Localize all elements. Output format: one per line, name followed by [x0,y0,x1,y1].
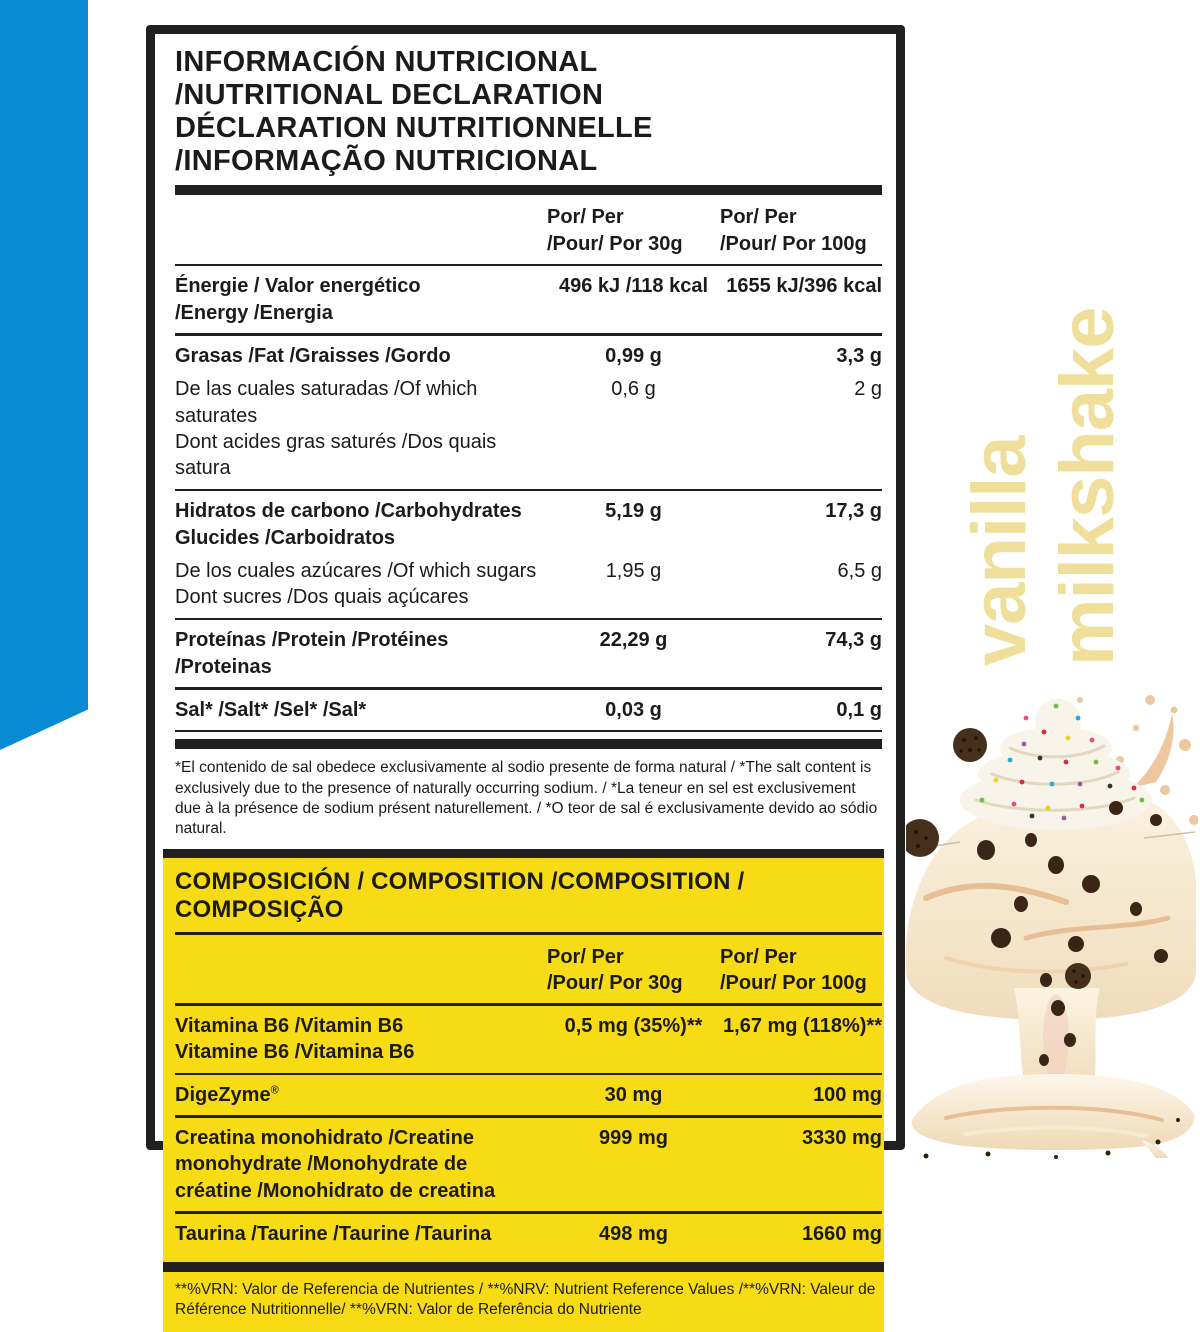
registered-trademark-mark: ® [270,1084,279,1097]
nutrition-row-sugars: De los cuales azúcares /Of which sugars Dont sucres /Dos quais açúcares 1,95 g 6,5 g [175,559,882,609]
milkshake-splash-illustration [906,688,1198,1162]
value-creatine-30g: 999 mg [599,1126,668,1149]
salt-footnote: *El contenido de sal obedece exclusivamente al sodio presente de forma natural / *The salt content is exclusively due to the presence of naturally occurring sodium. / *La teneur en sel est exclusivement due à la présence de sodium présent naturellement. / *O teor de sal é exclusivamente devido ao sódio natural. [175,759,878,837]
value-energy-30g: 496 kJ /118 kcal [558,275,709,298]
divider-thick [175,739,882,749]
value-taurine-100g: 1660 mg [801,1222,882,1245]
nutrition-row-protein: Proteínas /Protein /Protéines /Proteinas 22,29 g 74,3 g [175,629,882,678]
value-carbs-100g: 17,3 g [825,500,882,523]
composition-row-digezyme: DigeZyme® 30 mg 100 mg [175,1075,882,1115]
composition-column-headers [175,935,882,1004]
value-sugars-30g: 1,95 g [605,559,662,582]
divider-thick [163,1262,884,1272]
column-header-30g: Por/ Per /Pour/ Por 30g [547,945,683,994]
nutrition-row-energy: Énergie / Valor energético /Energy /Energia 496 kJ /118 kcal 1655 kJ/396 kcal [175,275,882,324]
composition-row-vitamin-b6: Vitamina B6 /Vitamin B6 Vitamine B6 /Vitamina B6 0,5 mg (35%)** 1,67 mg (118%)** [175,1014,882,1064]
value-digezyme-30g: 30 mg [604,1084,663,1107]
nutrition-title-line: INFORMACIÓN NUTRICIONAL [175,46,598,78]
composition-title: COMPOSICIÓN / COMPOSITION /COMPOSITION / COMPOSIÇÃO [175,868,745,923]
nrv-footnote: **%VRN: Valor de Referencia de Nutrientes / **%NRV: Nutrient Reference Values /**%VRN: Valeur de Référence Nutritionnelle/ **%VRN: Valor de Referência do Nutriente [175,1281,876,1319]
nutrition-label-box [146,25,905,1319]
column-header-100g: Por/ Per /Pour/ Por 100g [720,945,867,994]
value-fat-30g: 0,99 g [605,344,662,367]
nutrition-row-salt: Sal* /Salt* /Sel* /Sal* 0,03 g 0,1 g [175,690,882,730]
value-salt-100g: 0,1 g [836,698,882,721]
nutrition-row-fat: Grasas /Fat /Graisses /Gordo 0,99 g 3,3 g [175,336,882,376]
flavour-vertical-text [956,307,1132,666]
divider-thin [175,730,882,733]
composition-panel [163,849,884,1332]
value-sugars-100g: 6,5 g [837,559,882,582]
nutrition-row-carbs: Hidratos de carbono /Carbohydrates Glucides /Carboidratos 5,19 g 17,3 g [175,500,882,549]
nutrition-title [175,46,882,178]
value-taurine-30g: 498 mg [599,1222,668,1245]
blue-ribbon-decoration [0,0,88,750]
composition-row-creatine: Creatina monohidrato /Creatine monohydrate /Monohydrate de créatine /Monohidrato de creatina 999 mg 3330 mg [175,1126,882,1202]
value-vitb6-100g: 1,67 mg (118%)** [723,1014,882,1037]
value-fat-100g: 3,3 g [836,344,882,367]
value-protein-100g: 74,3 g [825,629,882,652]
flavour-line-milkshake: milkshake [1045,307,1130,666]
divider-thick [175,185,882,195]
composition-row-taurine: Taurina /Taurine /Taurine /Taurina 498 mg 1660 mg [175,1214,882,1254]
value-protein-30g: 22,29 g [599,629,668,652]
value-saturates-100g: 2 g [854,378,882,401]
column-header-100g: Por/ Per /Pour/ Por 100g [720,206,867,255]
value-salt-30g: 0,03 g [605,698,662,721]
flavour-line-vanilla: vanilla [957,436,1042,666]
nutrition-title-line: /NUTRITIONAL DECLARATION [175,79,604,112]
nutrition-column-headers [175,195,882,264]
value-digezyme-100g: 100 mg [813,1084,882,1107]
value-saturates-30g: 0,6 g [611,378,656,401]
nutrition-title-line: DÉCLARATION NUTRITIONNELLE [175,112,653,145]
column-header-30g: Por/ Per /Pour/ Por 30g [547,206,683,255]
value-energy-100g: 1655 kJ/396 kcal [726,275,882,298]
nutrition-title-line: /INFORMAÇÃO NUTRICIONAL [175,145,598,178]
value-creatine-100g: 3330 mg [801,1126,882,1149]
nutrition-row-saturates: De las cuales saturadas /Of which saturates Dont acides gras saturés /Dos quais satura 0,6 g 2 g [175,378,882,480]
value-vitb6-30g: 0,5 mg (35%)** [564,1014,703,1037]
value-carbs-30g: 5,19 g [605,500,662,523]
